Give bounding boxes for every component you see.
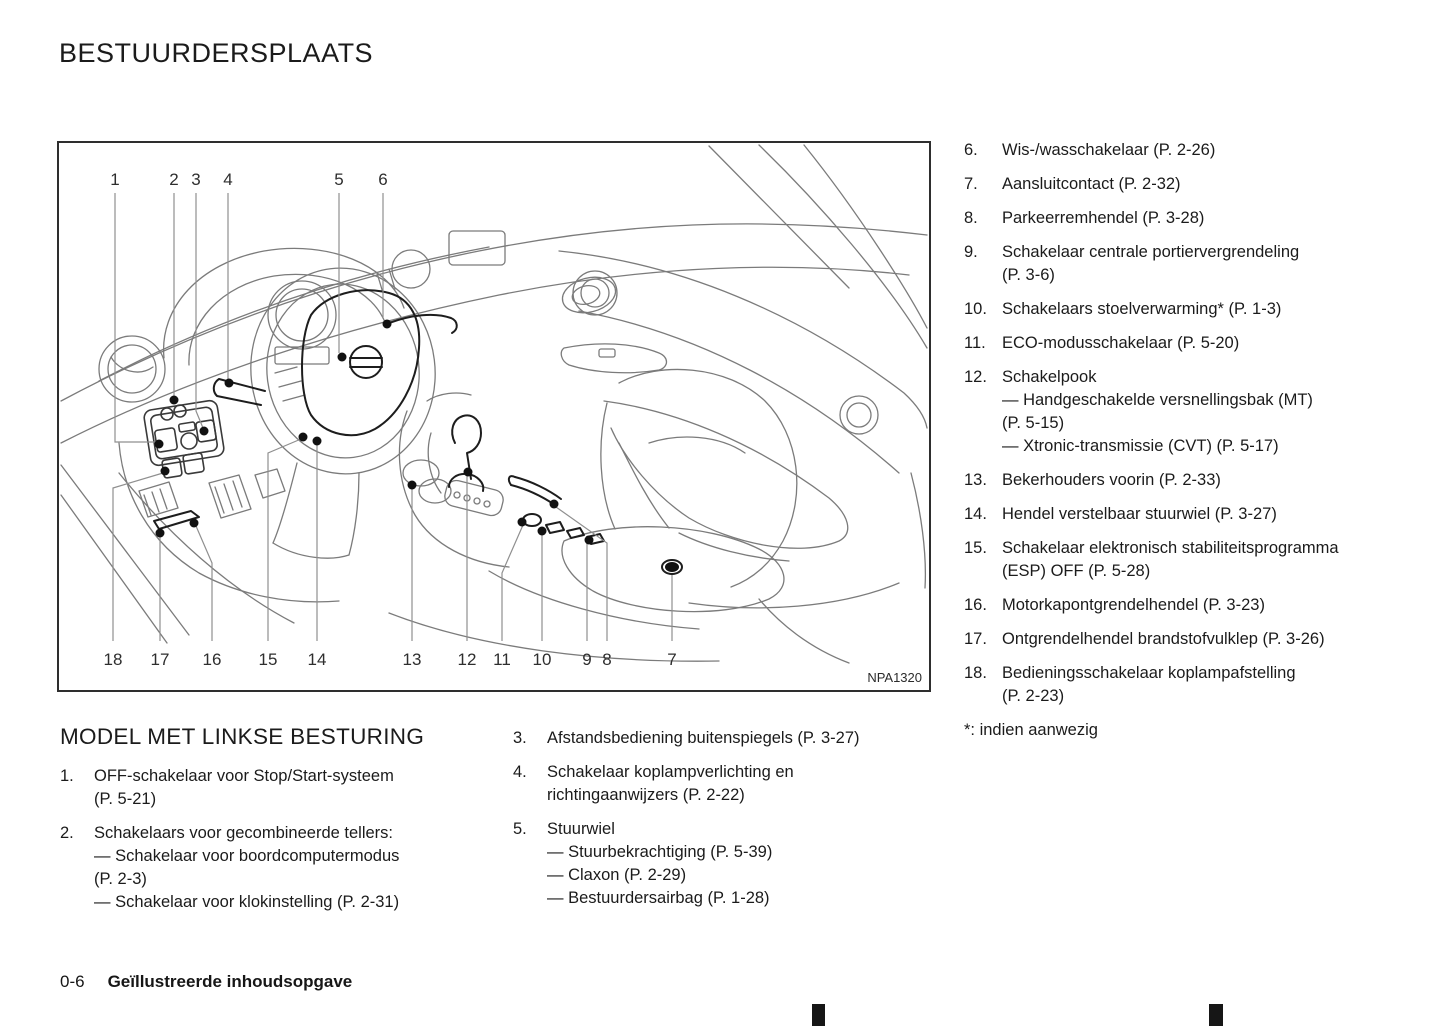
list-item <box>964 241 1404 287</box>
column-left <box>60 724 485 925</box>
figure-code: NPA1320 <box>867 670 922 685</box>
item-number: 8. <box>964 209 978 227</box>
item-text: Bekerhouders voorin (P. 2-33) <box>1002 471 1221 489</box>
page-number: 0-6 <box>60 972 85 991</box>
callout-number-6: 6 <box>378 170 388 189</box>
list-item <box>964 628 1404 651</box>
column-right <box>964 139 1404 742</box>
item-text: Motorkapontgrendelhendel (P. 3-23) <box>1002 596 1265 614</box>
callout-number-2: 2 <box>169 170 179 189</box>
item-number: 12. <box>964 368 987 386</box>
dashboard-figure <box>57 141 931 692</box>
page-title: BESTUURDERSPLAATS <box>59 38 374 68</box>
callout-number-10: 10 <box>532 650 552 669</box>
item-number: 3. <box>513 729 527 747</box>
item-number: 10. <box>964 300 987 318</box>
callout-number-7: 7 <box>667 650 677 669</box>
list-item <box>60 765 485 811</box>
item-text: Schakelpook — Handgeschakelde versnellingsbak (MT) (P. 5-15) — Xtronic-transmissie (CVT) (P. 5-17) <box>1002 368 1313 455</box>
page-footer <box>60 972 352 992</box>
item-number: 16. <box>964 596 987 614</box>
callout-numbers-bottom <box>104 650 677 669</box>
list-item <box>513 727 923 750</box>
print-registration-mark <box>1209 1004 1223 1026</box>
list-item <box>513 818 923 910</box>
item-number: 9. <box>964 243 978 261</box>
callout-number-1: 1 <box>110 170 120 189</box>
list-item <box>964 469 1404 492</box>
callout-number-9: 9 <box>582 650 592 669</box>
section-heading: MODEL MET LINKSE BESTURING <box>60 724 425 749</box>
item-list-left <box>60 765 485 914</box>
item-text: Parkeerremhendel (P. 3-28) <box>1002 209 1205 227</box>
callout-number-11: 11 <box>493 650 511 669</box>
callout-number-8: 8 <box>602 650 612 669</box>
item-text: Schakelaar elektronisch stabiliteitsprogramma (ESP) OFF (P. 5-28) <box>1002 539 1339 580</box>
column-middle <box>513 727 923 921</box>
callout-number-13: 13 <box>402 650 422 669</box>
item-text: Schakelaars stoelverwarming* (P. 1-3) <box>1002 300 1282 318</box>
left-switch-panel <box>143 400 225 479</box>
item-text: Afstandsbediening buitenspiegels (P. 3-27) <box>547 729 860 747</box>
item-number: 4. <box>513 763 527 781</box>
list-item <box>964 298 1404 321</box>
callout-number-12: 12 <box>457 650 477 669</box>
list-item <box>964 332 1404 355</box>
item-number: 2. <box>60 824 74 842</box>
item-number: 18. <box>964 664 987 682</box>
item-number: 15. <box>964 539 987 557</box>
list-item <box>964 594 1404 617</box>
item-text: OFF-schakelaar voor Stop/Start-systeem (P. 5-21) <box>94 767 394 808</box>
list-item <box>964 139 1404 162</box>
item-text: Schakelaars voor gecombineerde tellers: — Schakelaar voor boordcomputermodus (P. 2-3) — Schakelaar voor klokinstelling (P. 2-31) <box>94 824 400 911</box>
callout-number-16: 16 <box>202 650 222 669</box>
item-list-right <box>964 139 1404 708</box>
list-item <box>60 822 485 914</box>
item-number: 17. <box>964 630 987 648</box>
callout-leader-lines <box>113 193 672 641</box>
list-item <box>964 366 1404 458</box>
list-item <box>964 207 1404 230</box>
item-number: 5. <box>513 820 527 838</box>
item-text: ECO-modusschakelaar (P. 5-20) <box>1002 334 1240 352</box>
item-text: Bedieningsschakelaar koplampafstelling (P. 2-23) <box>1002 664 1296 705</box>
item-number: 1. <box>60 767 74 785</box>
list-item <box>513 761 923 807</box>
item-text: Aansluitcontact (P. 2-32) <box>1002 175 1181 193</box>
list-item <box>964 503 1404 526</box>
print-registration-mark <box>812 1004 825 1026</box>
footnote: *: indien aanwezig <box>964 721 1098 739</box>
item-number: 11. <box>964 334 986 352</box>
callout-number-3: 3 <box>191 170 201 189</box>
item-number: 14. <box>964 505 987 523</box>
item-text: Schakelaar centrale portiervergrendeling (P. 3-6) <box>1002 243 1300 284</box>
list-item <box>964 662 1404 708</box>
item-number: 6. <box>964 141 978 159</box>
callout-number-4: 4 <box>223 170 233 189</box>
list-item <box>964 537 1404 583</box>
item-text: Hendel verstelbaar stuurwiel (P. 3-27) <box>1002 505 1277 523</box>
list-item <box>964 173 1404 196</box>
dashboard-illustration <box>59 143 929 690</box>
item-number: 13. <box>964 471 987 489</box>
item-text: Schakelaar koplampverlichting en richtingaanwijzers (P. 2-22) <box>547 763 794 804</box>
item-text: Stuurwiel — Stuurbekrachtiging (P. 5-39) — Claxon (P. 2-29) — Bestuurdersairbag (P. 1-28) <box>547 820 773 907</box>
item-text: Wis-/wasschakelaar (P. 2-26) <box>1002 141 1216 159</box>
footer-section-title: Geïllustreerde inhoudsopgave <box>107 972 353 991</box>
item-text: Ontgrendelhendel brandstofvulklep (P. 3-26) <box>1002 630 1325 648</box>
callout-numbers-top <box>110 170 387 189</box>
callout-number-15: 15 <box>258 650 278 669</box>
callout-number-14: 14 <box>307 650 327 669</box>
callout-number-5: 5 <box>334 170 344 189</box>
item-number: 7. <box>964 175 978 193</box>
callout-number-18: 18 <box>103 650 123 669</box>
callout-number-17: 17 <box>150 650 170 669</box>
item-list-middle <box>513 727 923 910</box>
